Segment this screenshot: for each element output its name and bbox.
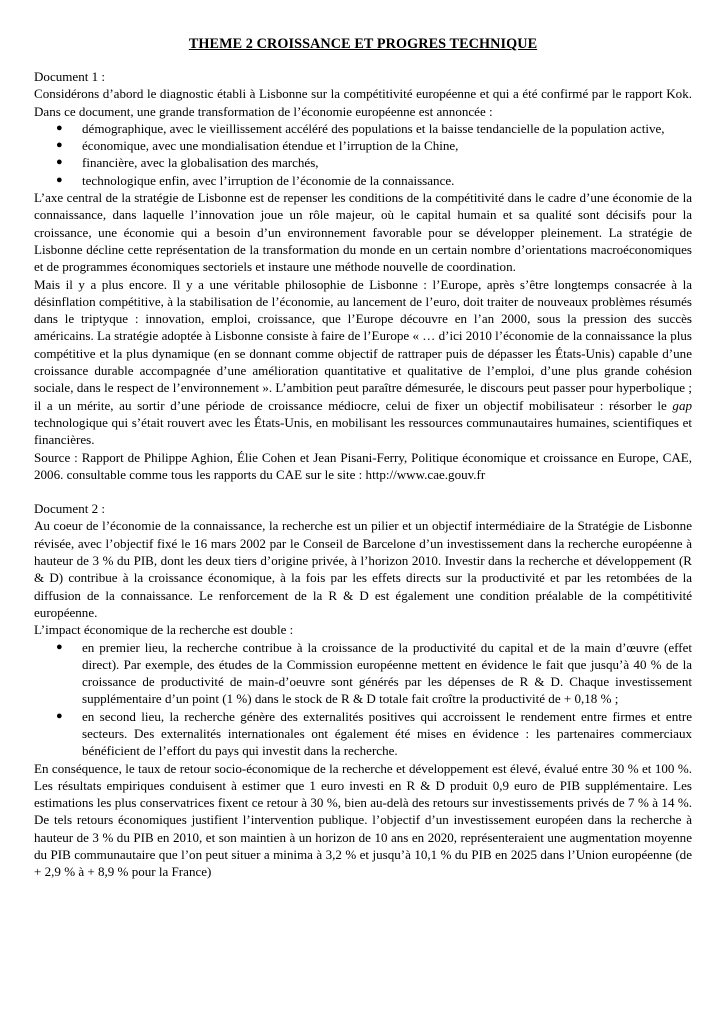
list-item <box>56 639 692 708</box>
bullet-icon: ● <box>56 709 63 722</box>
document-1-paragraph-1: L’axe central de la stratégie de Lisbonne est de repenser les conditions de la compétitivité dans le cadre d’une économie de la connaissance, dans laquelle l’innovation joue un rôle majeur, où le capital humain et sa qualité sont décisifs pour la croissance, une économie qui a besoin d’un environnement favorable pour se développer pleinement. La stratégie de Lisbonne décline cette représentation de la transformation du monde en un certain nombre d’orientations macroéconomiques et de programmes économiques sectoriels et instaure une méthode nouvelle de coordination. <box>34 190 692 275</box>
list-item-text: en premier lieu, la recherche contribue à la croissance de la productivité du capital et de la main d’œuvre (effet direct). Par exemple, des études de la Commission européenne mettent en évidence le fait que jusqu’à 40 % de la croissance de productivité de main-d’oeuvre sont générés par les dépenses de R & D. Chaque investissement supplémentaire d’un point (1 %) dans le stock de R & D totale fait croître la productivité de + 0,18 % ; <box>82 639 692 707</box>
document-2-paragraph-2: L’impact économique de la recherche est double : <box>34 622 294 638</box>
list-item <box>56 708 692 760</box>
list-item <box>56 172 692 189</box>
list-item <box>56 120 692 137</box>
list-item-text: en second lieu, la recherche génère des externalités positives qui accroissent le rendement entre firmes et entre secteurs. Des externalités internationales ont également été mises en évidence : les partenaires commerciaux bénéficient de l’effort du pays qui investit dans la recherche. <box>82 708 692 759</box>
document-1-label: Document 1 : <box>34 69 106 84</box>
document-2 <box>34 500 692 881</box>
document-1 <box>34 68 692 483</box>
document-1-paragraph-2 <box>34 276 692 449</box>
list-item-text: démographique, avec le vieillissement accéléré des populations et la baisse tendancielle de la population active, <box>82 120 665 136</box>
gap-italic-word: gap <box>672 397 692 413</box>
paragraph-text: Mais il y a plus encore. Il y a une véritable philosophie de Lisbonne : l’Europe, après s’être longtemps consacrée à la désinflation compétitive, à la stabilisation de l’économie, au lancement de l’euro, doit traiter de nouveaux problèmes résumés dans le triptyque : innovation, emploi, croissance, que l’Europe découvre en l’an 2000, sous la pression des succès américains. La stratégie adoptée à Lisbonne consiste à faire de l’Europe « … d’ici 2010 l’économie de la connaissance la plus compétitive et la plus dynamique (en se donnant comme objectif de rattraper puis de dépasser les États-Unis) capable d’une croissance durable accompagnée d’une amélioration quantitative et qualitative de l’emploi, d’une plus grande cohésion sociale, dans le respect de l’environnement ». L’ambition peut paraître démesurée, le discours peut passer pour hyperbolique ; il a un mérite, au sortir d’une période de croissance médiocre, celui de fixer un objectif mobilisateur : résorber le <box>34 276 692 413</box>
document-1-bullet-list <box>34 120 692 189</box>
list-item-text: technologique enfin, avec l’irruption de l’économie de la connaissance. <box>82 172 455 188</box>
bullet-icon: ● <box>56 121 63 134</box>
list-item-text: économique, avec une mondialisation étendue et l’irruption de la Chine, <box>82 138 459 154</box>
document-2-paragraph-1: Au coeur de l’économie de la connaissance, la recherche est un pilier et un objectif intermédiaire de la Stratégie de Lisbonne révisée, avec l’objectif fixé le 16 mars 2002 par le Conseil de Barcelone d’un investissement dans la recherche européenne à hauteur de 3 % du PIB, dont les deux tiers d’origine privée, à l’horizon 2010. Investir dans la recherche et développement (R & D) contribue à la croissance économique, à la fois par les effets directs sur la productivité et par les retombées de la diffusion de la connaissance. Le renforcement de la R & D est également une condition préalable de la compétitivité européenne. <box>34 518 692 620</box>
document-1-source: Source : Rapport de Philippe Aghion, Élie Cohen et Jean Pisani-Ferry, Politique économique et croissance en Europe, CAE, 2006. consultable comme tous les rapports du CAE sur le site : http://www.cae.gouv.fr <box>34 449 692 482</box>
bullet-icon: ● <box>56 173 63 186</box>
document-2-paragraph-3: En conséquence, le taux de retour socio-économique de la recherche et développement est élevé, évalué entre 30 % et 100 %. Les résultats empiriques conduisent à estimer que 1 euro investi en R & D produit 0,9 euro de PIB supplémentaire. Les estimations les plus conservatrices fixent ce retour à 30 %, bien au-delà des retours sur investissements privés de 7 % à 14 %. De tels retours économiques justifient l’intervention publique. l’objectif d’un investissement européen dans la recherche à hauteur de 3 % du PIB en 2010, et son maintien à un horizon de 10 ans en 2020, représenteraient une augmentation moyenne du PIB communautaire que l’on peut situer a minima à 3,2 % et jusqu’à 10,1 % du PIB en 2025 dans l’Union européenne (de + 2,9 % à + 8,9 % pour la France) <box>34 760 692 880</box>
paragraph-text: technologique qui s’était rouvert avec les États-Unis, en mobilisant les ressources communautaires humaines, scientifiques et financières. <box>34 414 692 448</box>
page-title: THEME 2 CROISSANCE ET PROGRES TECHNIQUE <box>188 36 538 52</box>
list-item <box>56 137 692 154</box>
bullet-icon: ● <box>56 156 63 169</box>
document-page <box>34 34 692 881</box>
bullet-icon: ● <box>56 139 63 152</box>
document-1-intro: Considérons d’abord le diagnostic établi à Lisbonne sur la compétitivité européenne et qui a été confirmé par le rapport Kok. Dans ce document, une grande transformation de l’économie européenne est annoncée : <box>34 86 692 119</box>
document-2-bullet-list <box>34 639 692 760</box>
section-spacer <box>34 483 692 500</box>
list-item <box>56 154 692 171</box>
document-2-label: Document 2 : <box>34 501 106 517</box>
bullet-icon: ● <box>56 640 63 653</box>
list-item-text: financière, avec la globalisation des marchés, <box>82 155 319 171</box>
